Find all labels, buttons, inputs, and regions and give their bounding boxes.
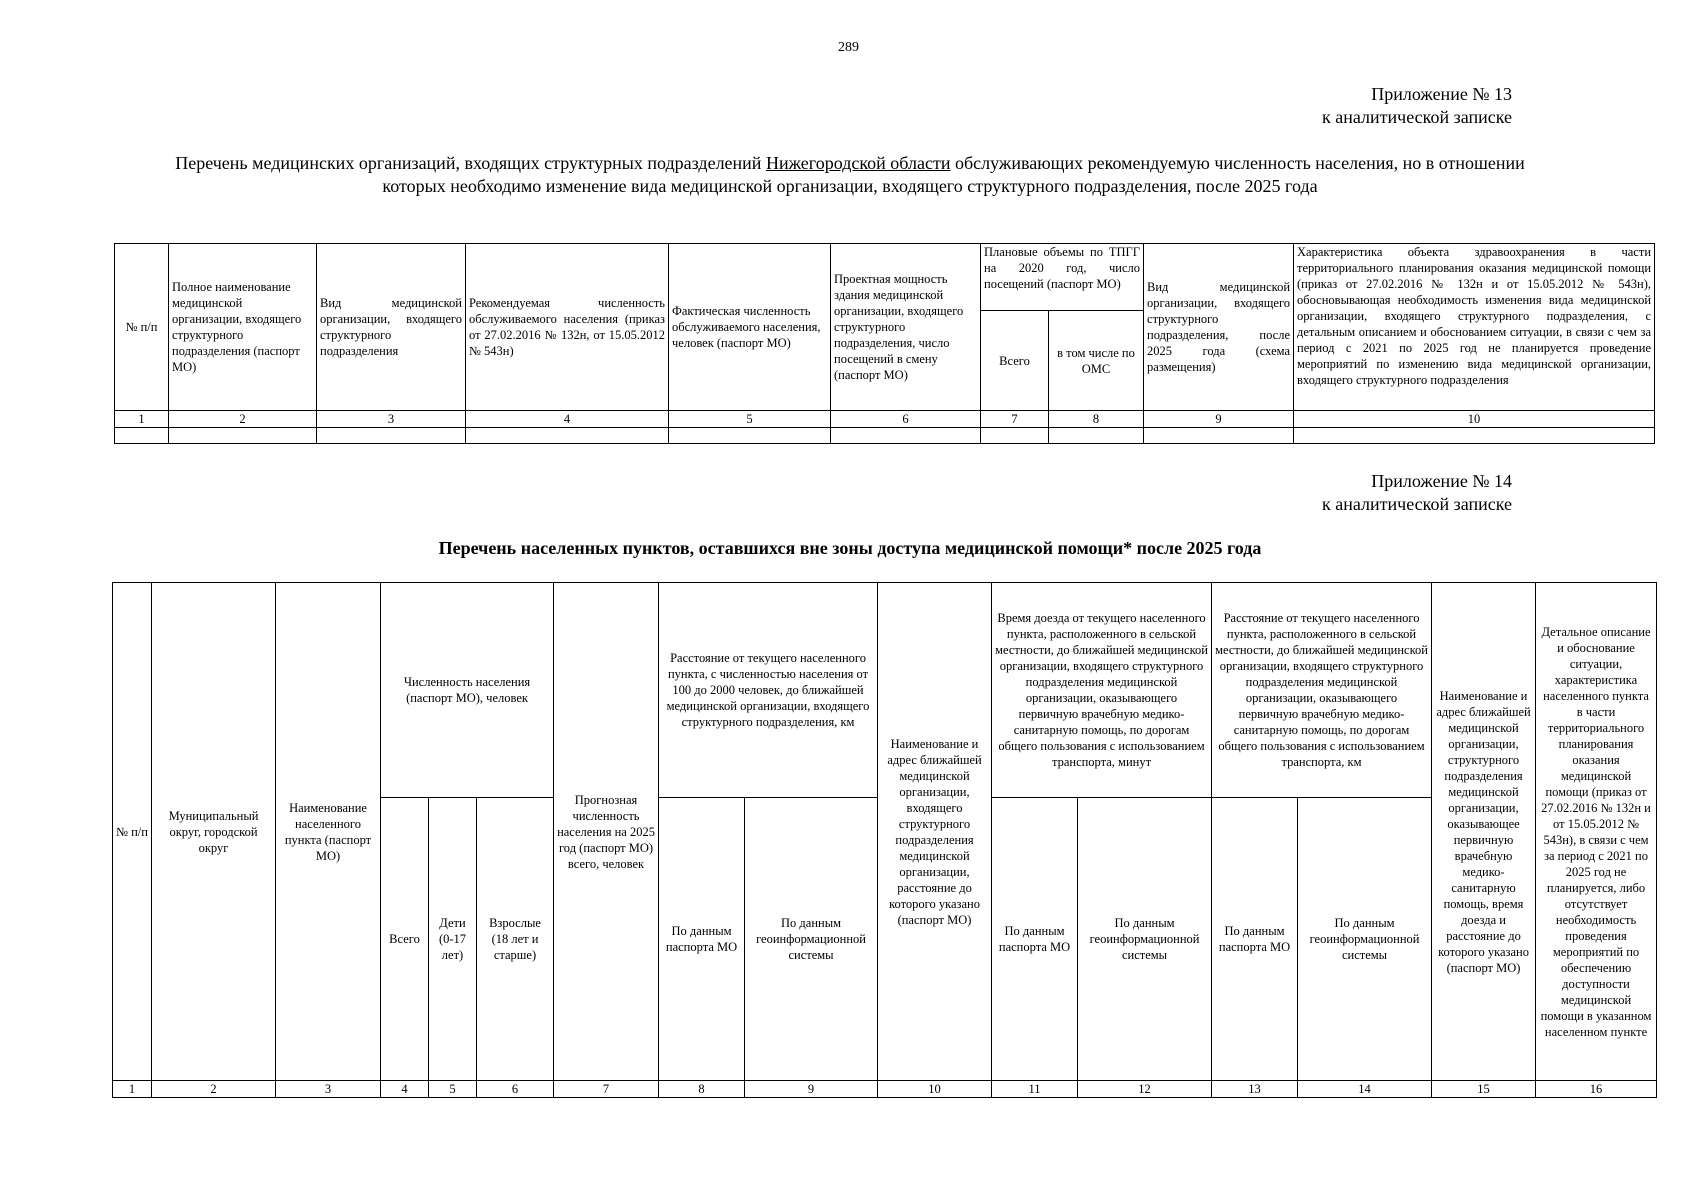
t14-header-c5: Дети (0-17 лет) bbox=[429, 798, 477, 1081]
t14-header-c13: По данным паспорта МО bbox=[1212, 798, 1298, 1081]
t13-header-c78: Плановые объемы по ТПГГ на 2020 год, число посещений (паспорт МО) bbox=[981, 244, 1144, 311]
t14-num: 5 bbox=[429, 1081, 477, 1098]
t14-header-c2: Муниципальный округ, городской округ bbox=[152, 583, 276, 1081]
t14-header-dist2-group: Расстояние от текущего населенного пункта, расположенного в сельской местности, до ближайшей медицинской организации, входящего структурного подразделения медицинской организации, оказывающего первичную врачебную медико-санитарную помощь, по дорогам общего пользования с использованием транспорта, км bbox=[1212, 583, 1432, 798]
t13-header-c2: Полное наименование медицинской организации, входящего структурного подразделения (паспорт МО) bbox=[169, 244, 317, 411]
t14-number-row bbox=[113, 1081, 1657, 1098]
t13-header-c1: № п/п bbox=[115, 244, 169, 411]
t14-header-c8: По данным паспорта МО bbox=[659, 798, 745, 1081]
t13-num: 8 bbox=[1049, 411, 1144, 428]
appendix-13-title bbox=[120, 152, 1580, 198]
t14-header-c10: Наименование и адрес ближайшей медицинской организации, входящего структурного подразделения медицинской организации, расстояние до которого указано (паспорт МО) bbox=[878, 583, 992, 1081]
t14-header-c16: Детальное описание и обоснование ситуации, характеристика населенного пункта в части территориального планирования оказания медицинской помощи (приказ от 27.02.2016 № 132н и от 15.05.2012 № 543н), в связи с чем за период с 2021 по 2025 год не планируется, либо отсутствует необходимость проведения мероприятий по обеспечению доступности медицинской помощи в указанном населенном пункте bbox=[1536, 583, 1657, 1081]
appendix-14-sublabel: к аналитической записке bbox=[1322, 494, 1512, 514]
title-13-line2: которых необходимо изменение вида медицинской организации, входящего структурного подразделения, после 2025 года bbox=[382, 176, 1318, 196]
appendix-14-label: Приложение № 14 bbox=[1371, 471, 1512, 491]
t13-num: 10 bbox=[1294, 411, 1655, 428]
appendix-14-heading bbox=[1322, 470, 1512, 516]
t13-header-c8: в том числе по ОМС bbox=[1049, 311, 1144, 411]
t14-num: 8 bbox=[659, 1081, 745, 1098]
t13-number-row bbox=[115, 411, 1655, 428]
t13-empty-cell bbox=[317, 428, 466, 444]
t13-num: 9 bbox=[1144, 411, 1294, 428]
t13-empty-cell bbox=[169, 428, 317, 444]
appendix-13-table bbox=[114, 243, 1655, 444]
t14-num: 14 bbox=[1298, 1081, 1432, 1098]
t14-num: 1 bbox=[113, 1081, 152, 1098]
title-13-part1: Перечень медицинских организаций, входящих структурных подразделений bbox=[175, 153, 766, 173]
t14-header-pop-group: Численность населения (паспорт МО), человек bbox=[381, 583, 554, 798]
t13-empty-cell bbox=[981, 428, 1049, 444]
t14-num: 9 bbox=[745, 1081, 878, 1098]
page-number: 289 bbox=[838, 40, 859, 55]
t14-num: 6 bbox=[477, 1081, 554, 1098]
t13-header-c10: Характеристика объекта здравоохранения в части территориального планирования оказания медицинской помощи (приказ от 27.02.2016 № 132н и от 15.05.2012 № 543н), обосновывающая необходимость изменения вида медицинской организации, входящего структурного подразделения, с детальным описанием и обоснованием ситуации, в связи с чем за период с 2021 по 2025 год не планируется проведение мероприятий по изменению вида медицинской организации, входящего структурного подразделения bbox=[1294, 244, 1655, 411]
t14-num: 2 bbox=[152, 1081, 276, 1098]
t14-header-dist-group: Расстояние от текущего населенного пункта, с численностью населения от 100 до 2000 человек, до ближайшей медицинской организации, входящего структурного подразделения, км bbox=[659, 583, 878, 798]
t13-header-c5: Фактическая численность обслуживаемого населения, человек (паспорт МО) bbox=[669, 244, 831, 411]
t13-empty-cell bbox=[115, 428, 169, 444]
t13-num: 6 bbox=[831, 411, 981, 428]
t14-header-c7: Прогнозная численность населения на 2025 год (паспорт МО) всего, человек bbox=[554, 583, 659, 1081]
t14-num: 11 bbox=[992, 1081, 1078, 1098]
appendix-14-table bbox=[112, 582, 1657, 1098]
t14-header-c4: Всего bbox=[381, 798, 429, 1081]
t14-num: 15 bbox=[1432, 1081, 1536, 1098]
t13-header-c7: Всего bbox=[981, 311, 1049, 411]
t13-empty-cell bbox=[466, 428, 669, 444]
t14-num: 16 bbox=[1536, 1081, 1657, 1098]
t14-num: 12 bbox=[1078, 1081, 1212, 1098]
t13-header-c9: Вид медицинской организации, входящего структурного подразделения, после 2025 года (схема размещения) bbox=[1144, 244, 1294, 411]
t14-header-c12: По данным геоинформационной системы bbox=[1078, 798, 1212, 1081]
t13-num: 4 bbox=[466, 411, 669, 428]
t14-header-c1: № п/п bbox=[113, 583, 152, 1081]
appendix-13-sublabel: к аналитической записке bbox=[1322, 107, 1512, 127]
t13-num: 5 bbox=[669, 411, 831, 428]
t14-num: 7 bbox=[554, 1081, 659, 1098]
t13-empty-cell bbox=[1049, 428, 1144, 444]
t13-header-c3: Вид медицинской организации, входящего структурного подразделения bbox=[317, 244, 466, 411]
t14-num: 3 bbox=[276, 1081, 381, 1098]
title-13-part2: обслуживающих рекомендуемую численность населения, но в отношении bbox=[950, 153, 1525, 173]
t14-num: 13 bbox=[1212, 1081, 1298, 1098]
t13-num: 1 bbox=[115, 411, 169, 428]
t14-header-c15: Наименование и адрес ближайшей медицинской организации, структурного подразделения медицинской организации, оказывающее первичную врачебную медико-санитарную помощь, время доезда и расстояние до которого указано (паспорт МО) bbox=[1432, 583, 1536, 1081]
appendix-13-heading bbox=[1322, 83, 1512, 129]
appendix-13-label: Приложение № 13 bbox=[1371, 84, 1512, 104]
t13-header-c6: Проектная мощность здания медицинской организации, входящего структурного подразделения, число посещений в смену (паспорт МО) bbox=[831, 244, 981, 411]
t14-header-c6: Взрослые (18 лет и старше) bbox=[477, 798, 554, 1081]
t13-empty-cell bbox=[831, 428, 981, 444]
t14-header-c11: По данным паспорта МО bbox=[992, 798, 1078, 1081]
appendix-14-title: Перечень населенных пунктов, оставшихся вне зоны доступа медицинской помощи* после 2025 года bbox=[438, 538, 1262, 558]
title-13-region: Нижегородской области bbox=[765, 153, 951, 173]
t14-num: 10 bbox=[878, 1081, 992, 1098]
t14-header-c3: Наименование населенного пункта (паспорт МО) bbox=[276, 583, 381, 1081]
t13-empty-cell bbox=[669, 428, 831, 444]
t13-num: 3 bbox=[317, 411, 466, 428]
t13-num: 7 bbox=[981, 411, 1049, 428]
t13-empty-cell bbox=[1294, 428, 1655, 444]
t13-empty-cell bbox=[1144, 428, 1294, 444]
t14-num: 4 bbox=[381, 1081, 429, 1098]
t13-empty-row bbox=[115, 428, 1655, 444]
t13-header-c4: Рекомендуемая численность обслуживаемого населения (приказ от 27.02.2016 № 132н, от 15.05.2012 № 543н) bbox=[466, 244, 669, 411]
t14-header-c14: По данным геоинформационной системы bbox=[1298, 798, 1432, 1081]
t14-header-time-group: Время доезда от текущего населенного пункта, расположенного в сельской местности, до ближайшей медицинской организации, входящего структурного подразделения медицинской организации, оказывающего первичную врачебную медико-санитарную помощь, по дорогам общего пользования с использованием транспорта, минут bbox=[992, 583, 1212, 798]
t14-header-c9: По данным геоинформационной системы bbox=[745, 798, 878, 1081]
t13-num: 2 bbox=[169, 411, 317, 428]
